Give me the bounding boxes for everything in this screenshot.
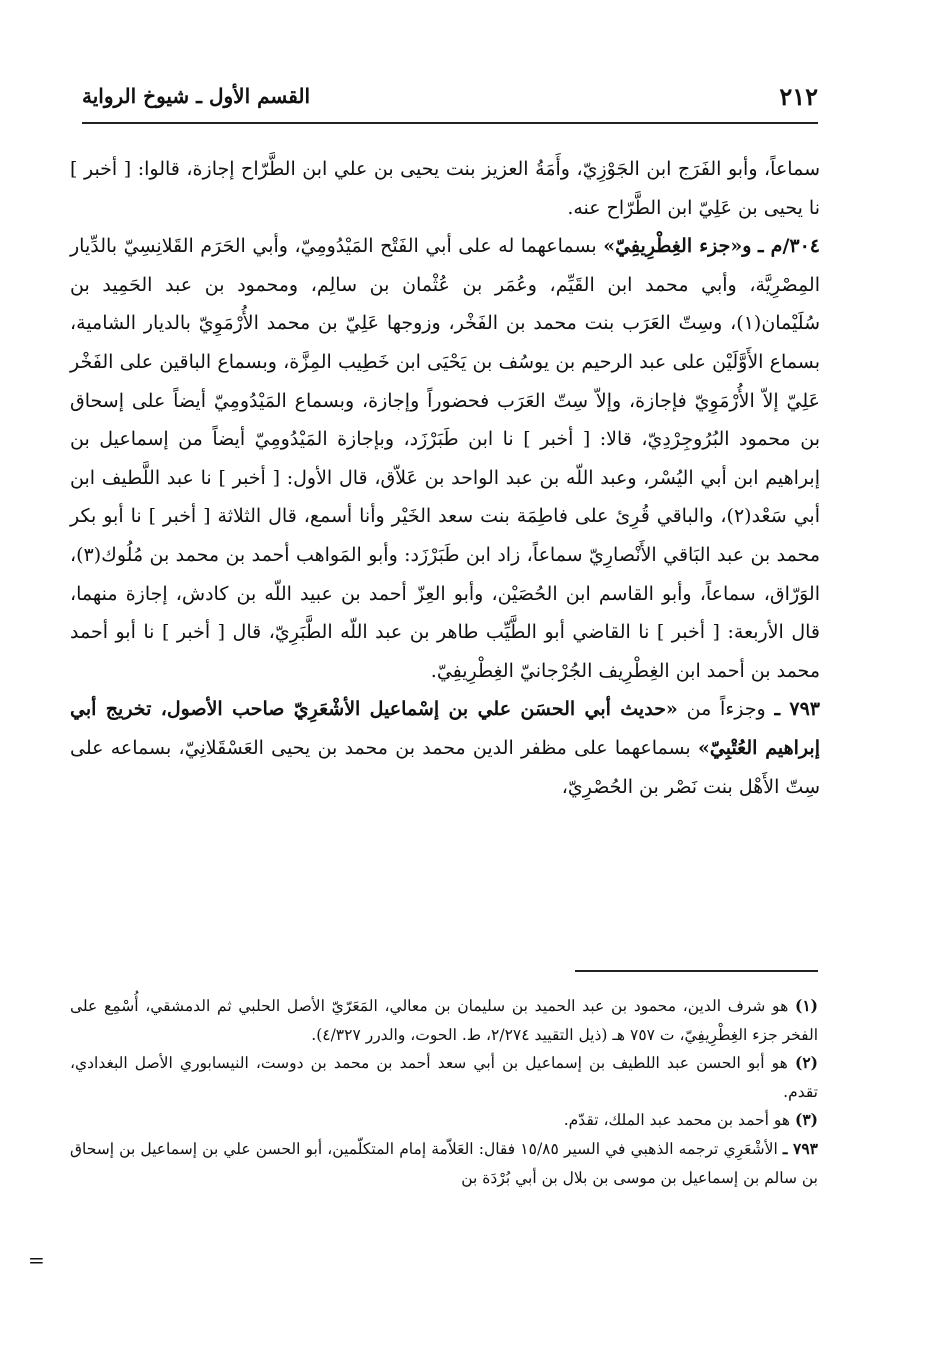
footnote-text: الأشْعَرِي ترجمه الذهبي في السير ١٥/٨٥ فقال: العَلاّمة إمام المتكلّمين، أبو الحسن علي بن إسماعيل بن إسحاق بن سالم بن إسماعيل بن موسى بن بلال بن أبي بُرْدَة بن	[70, 1139, 818, 1187]
entry-number: ٣٠٤/م ـ	[758, 235, 821, 258]
entry-body: بسماعهما له على أبي الفَتْح المَيْدُومِيّ، وأبي الحَرَم القَلانِسِيّ بالدِّيار المِصْرِيَّة، وأبي محمد ابن القَيِّم، وعُمَر بن عُثْمان بن سالِم، ومحمود بن عبد الحَمِيد بن سُلَيْمان(١)، وسِتّ العَرَب بنت محمد بن الفَخْر، وزوجها عَلِيّ بن محمد الأُرْمَوِيّ بالديار الشامية، بسماع الأَوَّلَيْن على عبد الرحيم بن يوسُف بن يَحْيَى ابن خَطِيب المِزَّة، وبسماع الباقين على الفَخْر عَلِيّ إلاّ الأُرْمَوِيّ فإجازة، وإلاّ سِتّ العَرَب فحضوراً وإجازة، وبسماع المَيْدُومِيّ أيضاً على إسحاق بن محمود البُرُوجِرْدِيّ، قالا: [ أخبر ] نا ابن طَبَرْزَد، وبإجازة المَيْدُومِيّ أيضاً من إسماعيل بن إبراهيم ابن أبي اليُسْر، وعبد اللّه بن عبد الواحد بن عَلاّق، قال الأول: [ أخبر ] نا عبد اللَّطيف ابن أبي سَعْد(٢)، والباقي قُرِئ على فاطِمَة بنت سعد الخَيْر وأنا أسمع، قال الثلاثة [ أخبر ] نا أبو بكر محمد بن عبد البَاقي الأَنْصارِيّ سماعاً، زاد ابن طَبَرْزَد: وأبو المَواهب أحمد بن محمد بن مُلُوك(٣)، الوَرّاق، سماعاً، وأبو القاسم ابن الحُصَيْن، وأبو العِزّ أحمد بن عبيد اللّه بن كادش، إجازة منهما، قال الأربعة: [ أخبر ] نا القاضي أبو الطَّيِّب طاهر بن عبد اللّه الطَّبَرِيّ، قال [ أخبر ] نا أبو أحمد محمد بن أحمد ابن الغِطْرِيف الجُرْجانيّ الغِطْرِيفِيّ.	[70, 235, 820, 682]
entry-304	[70, 227, 820, 690]
footnote-number: (١)	[794, 996, 818, 1015]
running-title: القسم الأول ـ شيوخ الرواية	[82, 84, 311, 108]
entry-793	[70, 690, 820, 806]
main-text	[70, 150, 820, 806]
entry-lead: وجزءاً من	[686, 698, 766, 721]
footnote-number: (٣)	[794, 1110, 818, 1130]
page-number: ٢١٢	[779, 82, 818, 111]
entry-title: و«جزء الغِطْرِيفِيّ»	[603, 235, 752, 258]
footnote-text: هو أبو الحسن عبد اللطيف بن إسماعيل بن أبي سعد أحمد بن محمد بن دوست، النيسابوري الأصل البغدادي، تقدم.	[70, 1054, 818, 1101]
footnote-number: ٧٩٣ ـ	[782, 1138, 818, 1158]
footnote	[70, 992, 818, 1049]
footnote-text: هو شرف الدين، محمود بن عبد الحميد بن سليمان بن معالي، المَعَرّيّ الأصل الحلبي ثم الدمشقي، أُسْمِع على الفخر جزء الغِطْرِيفِيّ، ت ٧٥٧ هـ (ذيل التقييد ٢/٢٧٤، ط. الحوت، والدرر ٤/٣٢٧).	[70, 997, 818, 1044]
footnote-rule	[575, 970, 818, 972]
continuation-mark: =	[28, 1248, 45, 1272]
footnote-number: (٢)	[794, 1053, 818, 1073]
entry-number: ٧٩٣ ـ	[774, 698, 821, 721]
header-rule	[82, 122, 818, 124]
entry-title: «حديث أبي الحسَن علي بن إسْماعيل الأشْعَرِيّ صاحب الأصول، تخريج أبي إبراهيم العُتْبِيّ»	[70, 698, 820, 759]
footnote-text: هو أحمد بن محمد عبد الملك، تقدّم.	[563, 1111, 791, 1130]
footnote	[70, 1049, 818, 1106]
page-header	[82, 78, 818, 120]
paragraph-intro: سماعاً، وأبو الفَرَج ابن الجَوْزِيّ، وأَمَةُ العزيز بنت يحيى بن علي ابن الطَّرّاح إجازة، قالوا: [ أخبر ] نا يحيى بن عَلِيّ ابن الطَّرّاح عنه.	[70, 158, 821, 219]
footnote	[70, 1106, 818, 1135]
footnote	[70, 1135, 818, 1192]
entry-body: بسماعهما على مظفر الدين محمد بن محمد بن يحيى العَسْقَلانِيّ، بسماعه على سِتّ الأَهْل بنت نَصْر بن الحُصْرِيّ،	[70, 736, 820, 798]
footnotes	[70, 992, 818, 1192]
